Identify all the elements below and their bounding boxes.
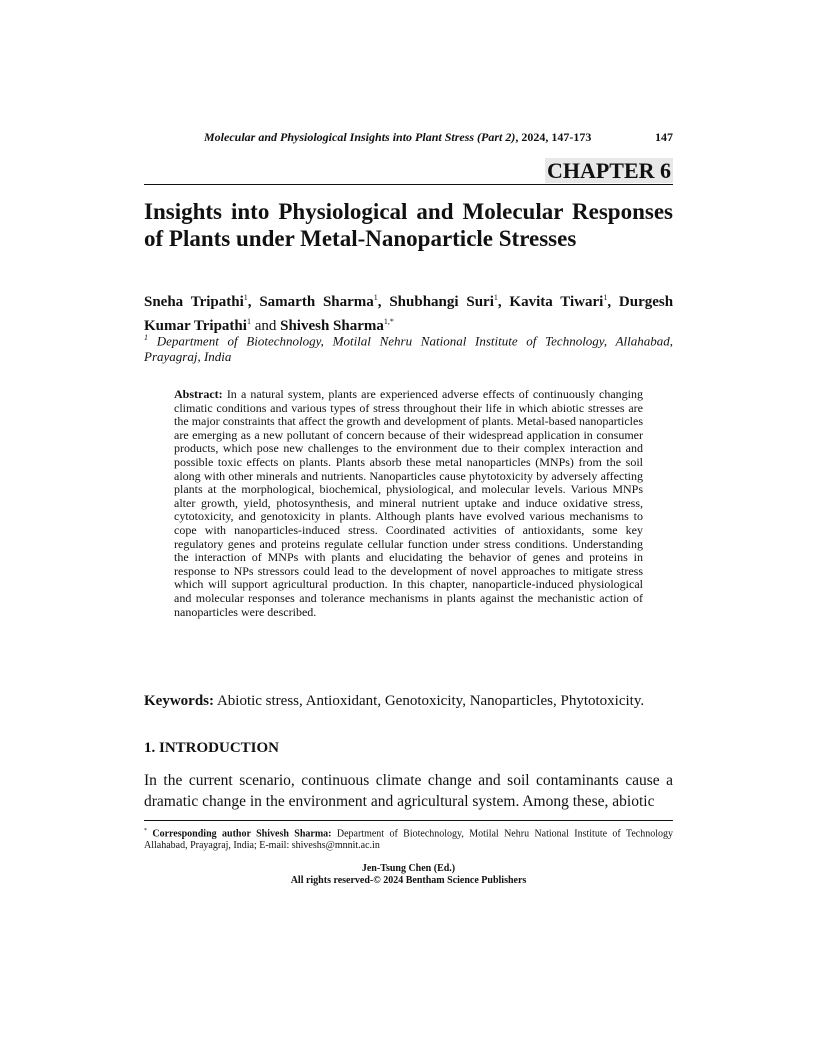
abstract — [174, 388, 643, 619]
footnote-label: Corresponding author Shivesh Sharma: — [152, 828, 332, 840]
author-and: and — [254, 318, 277, 334]
footnote-text: Department of Biotechnology, Motilal Nehru National Institute of Technology Allahabad, Prayagraj, India; E-mail: shiveshs@mnnit.ac.in — [144, 828, 673, 852]
author: Kavita Tiwari — [509, 294, 604, 310]
affil-mark: 1 — [373, 293, 378, 302]
keywords — [144, 691, 673, 711]
affil-mark: 1 — [144, 333, 148, 342]
affil-mark: 1 — [243, 293, 248, 302]
author: Sneha Tripathi — [144, 294, 244, 310]
affil-mark: 1 — [493, 293, 498, 302]
author: Shubhangi Suri — [389, 294, 494, 310]
abstract-label: Abstract: — [174, 387, 223, 401]
footnote-mark: * — [144, 828, 147, 834]
author: Samarth Sharma — [259, 294, 374, 310]
chapter-title: Insights into Physiological and Molecular Responses of Plants under Metal-Nanoparticle Stresses — [144, 199, 673, 251]
page-number: 147 — [655, 130, 673, 144]
year-pages: , 2024, 147-173 — [515, 130, 592, 144]
footnote-divider — [144, 820, 673, 821]
intro-paragraph: In the current scenario, continuous climate change and soil contaminants cause a dramatic change in the environment and agricultural system. Among these, abiotic — [144, 772, 673, 810]
affil-mark: 1,* — [383, 317, 394, 326]
affiliation — [144, 330, 673, 365]
section-heading: 1. INTRODUCTION — [144, 740, 280, 756]
affil-mark: 1 — [603, 293, 608, 302]
keywords-label: Keywords: — [144, 693, 214, 709]
keywords-text: Abiotic stress, Antioxidant, Genotoxicity, Nanoparticles, Phytotoxicity. — [216, 693, 645, 709]
author: Shivesh Sharma — [280, 318, 384, 334]
author: Durgesh Kumar Tripathi — [144, 294, 674, 334]
chapter-label — [144, 158, 673, 185]
chapter-label-text: CHAPTER 6 — [546, 158, 671, 183]
abstract-text: In a natural system, plants are experienced adverse effects of continuously changing climatic conditions and various types of stress throughout their life in which abiotic stresses are the major constraints that affect the growth and development of plants. Metal-based nanoparticles are emerging as a new pollutant of concern because of their widespread application in consumer products, which pose new challenges to the environment due to their complex interaction and possible toxic effects on plants. Plants absorb these metal nanoparticles (MNPs) from the soil along with other minerals and nutrients. Nanoparticles cause phytotoxicity by adversely affecting plants at the morphological, biochemical, physiological, and molecular levels. Various MNPs alter growth, yield, photosynthesis, and mineral nutrient uptake and induce oxidative stress, cytotoxicity, and genotoxicity in plants. Although plants have evolved various mechanisms to cope with nanoparticles-induced stress. Coordinated activities of antioxidants, some key regulatory genes and proteins regulate cellular function under stress conditions. Understanding the interaction of MNPs with plants and elucidating the behavior of genes and proteins in response to NPs stressors could lead to the development of novel approaches to mitigate stress which will support agricultural production. In this chapter, nanoparticle-induced physiological and molecular responses and tolerance mechanisms in plants against the mechanistic action of nanoparticles were described. — [174, 387, 644, 619]
affil-mark: 1 — [246, 317, 251, 326]
rights-line: All rights reserved-© 2024 Bentham Science Publishers — [290, 875, 527, 886]
affiliation-text: Department of Biotechnology, Motilal Nehru National Institute of Technology, Allahabad, Prayagraj, India — [144, 333, 673, 365]
editor-line: Jen-Tsung Chen (Ed.) — [361, 863, 456, 874]
book-title: Molecular and Physiological Insights into Plant Stress (Part 2) — [204, 130, 516, 144]
footnote — [144, 825, 673, 852]
running-header — [204, 130, 673, 145]
imprint — [144, 863, 673, 887]
author-list: Sneha Tripathi$^1$, Samarth Sharma$^1$, Shubhangi Suri$^1$, Kavita Tiwari$^1$, Durgesh Kumar Tripathi$^1$ and Shivesh Sharma$^{1,*}$ — [144, 293, 674, 334]
